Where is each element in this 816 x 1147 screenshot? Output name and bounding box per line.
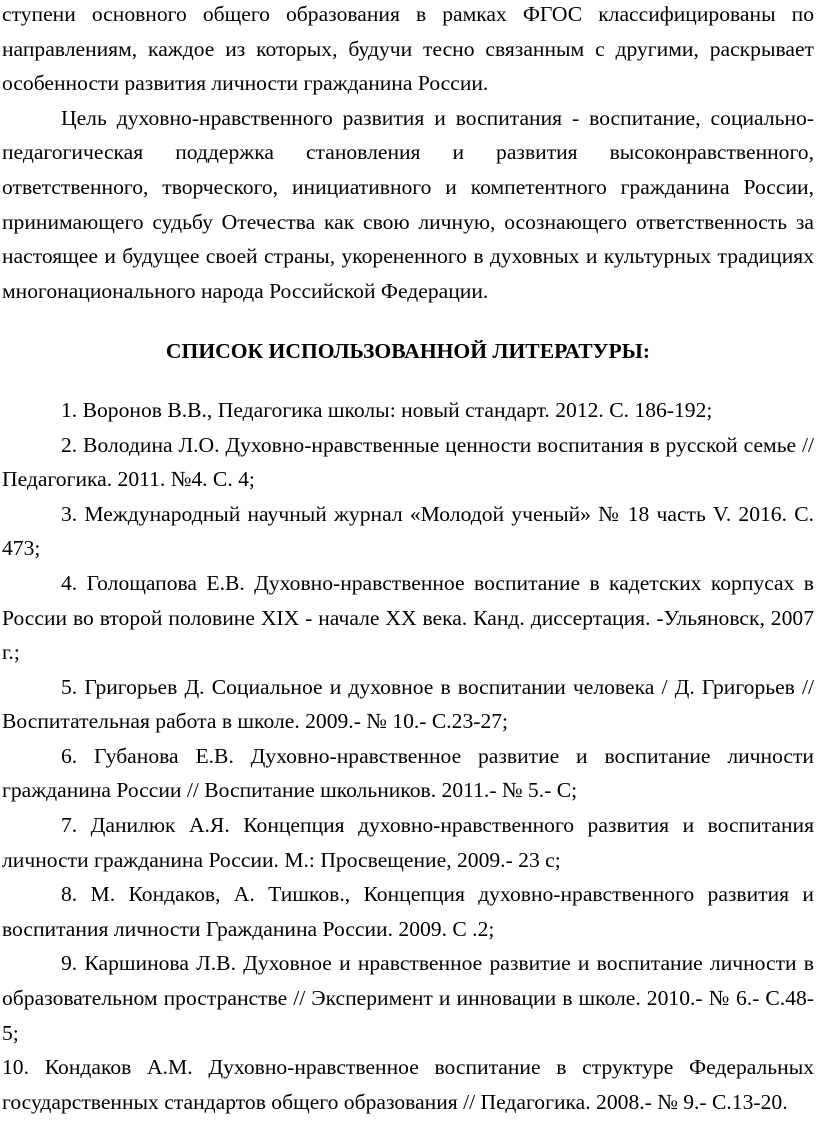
body-paragraph-continuation: ступени основного общего образования в рамках ФГОС классифицированы по направлениям, каждое из которых, будучи тесно связанным с другими, раскрывает особенности развития личности гражданина России. xyxy=(2,2,814,96)
body-paragraph-goal: Цель духовно-нравственного развития и воспитания - воспитание, социально- педагогическая поддержка становления и развития высоконравственного, ответственного, творческого, инициативного и компетентного гражданина России, принимающего судьбу Отечества как свою личную, осознающего ответственность за настоящее и будущее своей страны, укорененного в духовных и культурных традициях многонационального народа Российской Федерации. xyxy=(2,105,814,303)
references-heading: СПИСОК ИСПОЛЬЗОВАННОЙ ЛИТЕРАТУРЫ: xyxy=(165,339,651,364)
reference-item: 8. М. Кондаков, А. Тишков., Концепция духовно-нравственного развития и воспитания личности Гражданина России. 2009. С .2; xyxy=(2,882,814,941)
reference-item: 3. Международный научный журнал «Молодой ученый» № 18 часть V. 2016. С. 473; xyxy=(2,501,814,561)
reference-item: 1. Воронов В.В., Педагогика школы: новый стандарт. 2012. С. 186-192; xyxy=(61,397,713,422)
reference-item: 7. Данилюк А.Я. Концепция духовно-нравственного развития и воспитания личности гражданина России. М.: Просвещение, 2009.- 23 с; xyxy=(2,813,814,872)
reference-item: 5. Григорьев Д. Социальное и духовное в воспитании человека / Д. Григорьев // Воспитательная работа в школе. 2009.- № 10.- С.23-27; xyxy=(2,674,814,734)
reference-item: 2. Володина Л.О. Духовно-нравственные ценности воспитания в русской семье // Педагогика. 2011. №4. С. 4; xyxy=(2,432,814,492)
reference-item: 4. Голощапова Е.В. Духовно-нравственное воспитание в кадетских корпусах в России во второй половине XIX - начале XX века. Канд. диссертация. -Ульяновск, 2007 г.; xyxy=(2,570,814,665)
reference-item: 9. Каршинова Л.В. Духовное и нравственное развитие и воспитание личности в образовательном пространстве // Эксперимент и инновации в школе. 2010.- № 6.- С.48-5; xyxy=(2,951,814,1045)
references-list xyxy=(2,393,814,1119)
reference-item: 10. Кондаков А.М. Духовно-нравственное воспитание в структуре Федеральных государственных стандартов общего образования // Педагогика. 2008.- № 9.- С.13-20. xyxy=(2,1055,814,1114)
reference-item: 6. Губанова Е.В. Духовно-нравственное развитие и воспитание личности гражданина России // Воспитание школьников. 2011.- № 5.- С; xyxy=(2,743,814,803)
